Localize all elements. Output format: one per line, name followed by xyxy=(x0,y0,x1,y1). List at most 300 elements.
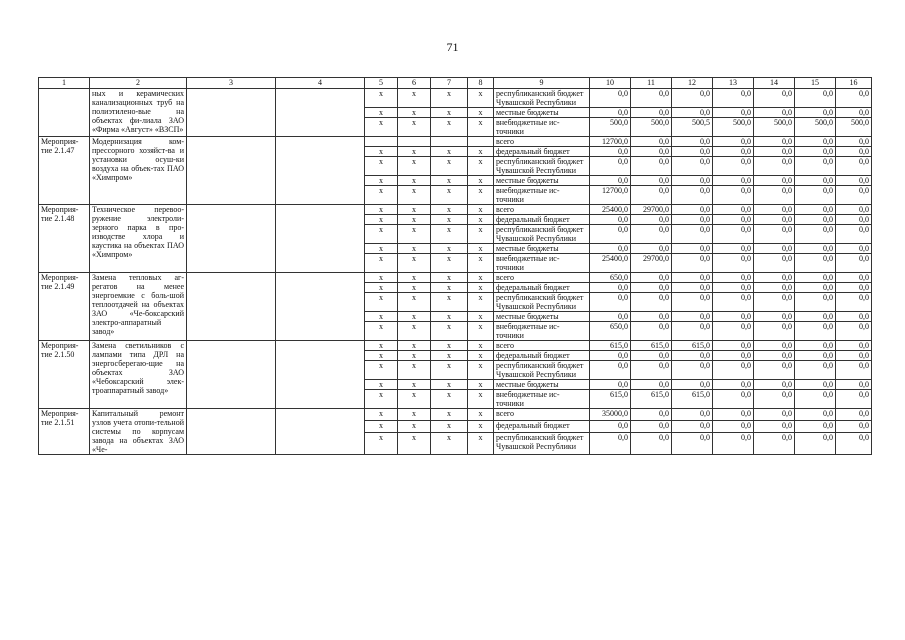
page-number: 71 xyxy=(446,40,459,54)
code-x-cell: х xyxy=(431,215,468,225)
column-header: 4 xyxy=(276,78,365,89)
code-x-cell: х xyxy=(365,205,398,215)
amount-cell: 0,0 xyxy=(713,186,754,205)
code-x-cell: х xyxy=(468,341,494,351)
code-x-cell: х xyxy=(468,420,494,432)
code-x-cell: х xyxy=(468,390,494,409)
code-x-cell: х xyxy=(398,409,431,421)
code-x-cell: х xyxy=(431,361,468,380)
amount-cell: 0,0 xyxy=(795,108,836,118)
code-x-cell: х xyxy=(398,341,431,351)
funding-source-cell: всего xyxy=(494,409,590,421)
amount-cell: 0,0 xyxy=(754,361,795,380)
amount-cell: 0,0 xyxy=(836,361,872,380)
amount-cell: 0,0 xyxy=(754,273,795,283)
amount-cell: 0,0 xyxy=(590,351,631,361)
code-x-cell: х xyxy=(468,254,494,273)
amount-cell: 0,0 xyxy=(672,205,713,215)
amount-cell: 0,0 xyxy=(672,293,713,312)
code-x-cell: х xyxy=(365,380,398,390)
code-x-cell: х xyxy=(365,432,398,454)
amount-cell: 0,0 xyxy=(672,225,713,244)
amount-cell: 0,0 xyxy=(754,137,795,147)
amount-cell: 0,0 xyxy=(631,409,672,421)
funding-source-cell: республиканский бюджет Чувашской Республики xyxy=(494,89,590,108)
table-row xyxy=(39,341,872,351)
amount-cell: 0,0 xyxy=(590,147,631,157)
funding-source-cell: внебюджетные ис-точники xyxy=(494,118,590,137)
funding-source-cell: федеральный бюджет xyxy=(494,215,590,225)
code-x-cell: х xyxy=(398,322,431,341)
table-row xyxy=(39,137,872,147)
code-x-cell: х xyxy=(398,147,431,157)
measure-id-cell xyxy=(39,89,90,137)
funding-source-cell: внебюджетные ис-точники xyxy=(494,186,590,205)
amount-cell: 0,0 xyxy=(631,420,672,432)
column-header: 13 xyxy=(713,78,754,89)
amount-cell: 0,0 xyxy=(754,380,795,390)
funding-source-cell: местные бюджеты xyxy=(494,380,590,390)
code-x-cell: х xyxy=(398,186,431,205)
amount-cell: 0,0 xyxy=(754,205,795,215)
amount-cell: 0,0 xyxy=(836,273,872,283)
amount-cell: 0,0 xyxy=(795,361,836,380)
amount-cell: 0,0 xyxy=(795,244,836,254)
amount-cell: 615,0 xyxy=(672,341,713,351)
amount-cell: 0,0 xyxy=(672,89,713,108)
column-3-cell xyxy=(187,273,276,341)
code-x-cell xyxy=(365,137,398,147)
amount-cell: 0,0 xyxy=(795,186,836,205)
amount-cell: 0,0 xyxy=(672,351,713,361)
amount-cell: 0,0 xyxy=(754,341,795,351)
code-x-cell: х xyxy=(398,108,431,118)
amount-cell: 0,0 xyxy=(836,409,872,421)
amount-cell: 0,0 xyxy=(713,361,754,380)
measure-id-cell: Мероприя-тие 2.1.49 xyxy=(39,273,90,341)
amount-cell: 0,0 xyxy=(713,409,754,421)
code-x-cell: х xyxy=(468,322,494,341)
column-header: 2 xyxy=(90,78,187,89)
amount-cell: 0,0 xyxy=(713,137,754,147)
table-row xyxy=(39,273,872,283)
amount-cell: 0,0 xyxy=(672,273,713,283)
funding-source-cell: внебюджетные ис-точники xyxy=(494,322,590,341)
code-x-cell: х xyxy=(365,322,398,341)
code-x-cell: х xyxy=(398,390,431,409)
code-x-cell: х xyxy=(431,283,468,293)
amount-cell: 29700,0 xyxy=(631,205,672,215)
amount-cell: 0,0 xyxy=(795,147,836,157)
amount-cell: 0,0 xyxy=(672,283,713,293)
amount-cell: 0,0 xyxy=(754,409,795,421)
amount-cell: 0,0 xyxy=(631,283,672,293)
measure-description-cell: Замена светильников с лампами типа ДРЛ на энергосберегаю-щие на объектах ЗАО «Чебоксарский элек-троаппаратный завод» xyxy=(90,341,187,409)
amount-cell: 0,0 xyxy=(795,312,836,322)
amount-cell: 0,0 xyxy=(590,312,631,322)
amount-cell: 500,0 xyxy=(631,118,672,137)
amount-cell: 500,0 xyxy=(754,118,795,137)
amount-cell: 0,0 xyxy=(754,157,795,176)
amount-cell: 0,0 xyxy=(590,420,631,432)
code-x-cell: х xyxy=(365,186,398,205)
column-header: 14 xyxy=(754,78,795,89)
code-x-cell: х xyxy=(398,283,431,293)
amount-cell: 0,0 xyxy=(836,89,872,108)
code-x-cell: х xyxy=(398,157,431,176)
amount-cell: 12700,0 xyxy=(590,186,631,205)
amount-cell: 0,0 xyxy=(631,273,672,283)
amount-cell: 0,0 xyxy=(795,157,836,176)
code-x-cell: х xyxy=(431,205,468,215)
code-x-cell: х xyxy=(398,215,431,225)
code-x-cell: х xyxy=(431,273,468,283)
amount-cell: 0,0 xyxy=(754,215,795,225)
amount-cell: 0,0 xyxy=(836,225,872,244)
amount-cell: 0,0 xyxy=(754,432,795,454)
amount-cell: 0,0 xyxy=(590,215,631,225)
amount-cell: 0,0 xyxy=(713,420,754,432)
funding-source-cell: местные бюджеты xyxy=(494,176,590,186)
code-x-cell: х xyxy=(398,225,431,244)
code-x-cell: х xyxy=(365,254,398,273)
code-x-cell: х xyxy=(398,118,431,137)
amount-cell: 0,0 xyxy=(672,380,713,390)
amount-cell: 615,0 xyxy=(590,390,631,409)
code-x-cell: х xyxy=(431,157,468,176)
amount-cell: 615,0 xyxy=(590,341,631,351)
code-x-cell: х xyxy=(468,157,494,176)
code-x-cell: х xyxy=(431,118,468,137)
amount-cell: 500,0 xyxy=(836,118,872,137)
funding-source-cell: всего xyxy=(494,205,590,215)
amount-cell: 0,0 xyxy=(631,147,672,157)
amount-cell: 0,0 xyxy=(754,147,795,157)
amount-cell: 615,0 xyxy=(631,390,672,409)
column-header: 12 xyxy=(672,78,713,89)
code-x-cell: х xyxy=(431,89,468,108)
code-x-cell: х xyxy=(431,225,468,244)
amount-cell: 0,0 xyxy=(754,108,795,118)
budget-table xyxy=(38,77,872,455)
code-x-cell: х xyxy=(365,361,398,380)
amount-cell: 0,0 xyxy=(713,244,754,254)
code-x-cell: х xyxy=(365,108,398,118)
amount-cell: 0,0 xyxy=(754,351,795,361)
amount-cell: 0,0 xyxy=(754,254,795,273)
code-x-cell: х xyxy=(431,380,468,390)
amount-cell: 0,0 xyxy=(713,390,754,409)
column-3-cell xyxy=(187,205,276,273)
column-header: 11 xyxy=(631,78,672,89)
amount-cell: 0,0 xyxy=(836,341,872,351)
amount-cell: 0,0 xyxy=(713,254,754,273)
column-4-cell xyxy=(276,409,365,455)
funding-source-cell: всего xyxy=(494,341,590,351)
amount-cell: 500,5 xyxy=(672,118,713,137)
code-x-cell: х xyxy=(468,205,494,215)
amount-cell: 0,0 xyxy=(631,108,672,118)
code-x-cell xyxy=(398,137,431,147)
amount-cell: 0,0 xyxy=(672,244,713,254)
code-x-cell: х xyxy=(365,312,398,322)
amount-cell: 0,0 xyxy=(713,432,754,454)
amount-cell: 0,0 xyxy=(631,215,672,225)
code-x-cell: х xyxy=(365,420,398,432)
amount-cell: 0,0 xyxy=(713,273,754,283)
column-4-cell xyxy=(276,273,365,341)
amount-cell: 0,0 xyxy=(836,186,872,205)
amount-cell: 0,0 xyxy=(713,312,754,322)
amount-cell: 0,0 xyxy=(836,215,872,225)
code-x-cell: х xyxy=(398,420,431,432)
amount-cell: 0,0 xyxy=(713,147,754,157)
code-x-cell: х xyxy=(468,147,494,157)
code-x-cell: х xyxy=(468,380,494,390)
amount-cell: 500,0 xyxy=(795,118,836,137)
amount-cell: 0,0 xyxy=(795,351,836,361)
column-4-cell xyxy=(276,341,365,409)
amount-cell: 0,0 xyxy=(672,420,713,432)
amount-cell: 0,0 xyxy=(713,108,754,118)
column-header: 6 xyxy=(398,78,431,89)
amount-cell: 0,0 xyxy=(836,176,872,186)
column-4-cell xyxy=(276,205,365,273)
amount-cell: 0,0 xyxy=(713,205,754,215)
code-x-cell: х xyxy=(398,244,431,254)
amount-cell: 0,0 xyxy=(836,293,872,312)
table-body xyxy=(39,89,872,455)
amount-cell: 0,0 xyxy=(836,254,872,273)
amount-cell: 0,0 xyxy=(836,157,872,176)
code-x-cell: х xyxy=(468,89,494,108)
code-x-cell: х xyxy=(365,351,398,361)
measure-id-cell: Мероприя-тие 2.1.48 xyxy=(39,205,90,273)
amount-cell: 0,0 xyxy=(836,351,872,361)
table-row xyxy=(39,205,872,215)
column-3-cell xyxy=(187,409,276,455)
amount-cell: 0,0 xyxy=(836,205,872,215)
amount-cell: 615,0 xyxy=(631,341,672,351)
code-x-cell: х xyxy=(431,341,468,351)
funding-source-cell: республиканский бюджет Чувашской Республики xyxy=(494,225,590,244)
amount-cell: 0,0 xyxy=(631,432,672,454)
amount-cell: 0,0 xyxy=(795,205,836,215)
code-x-cell: х xyxy=(398,254,431,273)
amount-cell: 0,0 xyxy=(795,409,836,421)
code-x-cell: х xyxy=(431,147,468,157)
amount-cell: 0,0 xyxy=(672,137,713,147)
code-x-cell: х xyxy=(431,176,468,186)
code-x-cell: х xyxy=(431,312,468,322)
funding-source-cell: федеральный бюджет xyxy=(494,147,590,157)
code-x-cell: х xyxy=(398,380,431,390)
code-x-cell: х xyxy=(431,108,468,118)
column-header: 15 xyxy=(795,78,836,89)
amount-cell: 0,0 xyxy=(795,254,836,273)
code-x-cell xyxy=(468,137,494,147)
code-x-cell: х xyxy=(468,273,494,283)
amount-cell: 0,0 xyxy=(672,432,713,454)
code-x-cell: х xyxy=(468,432,494,454)
code-x-cell: х xyxy=(365,293,398,312)
amount-cell: 0,0 xyxy=(631,293,672,312)
measure-description-cell: Замена тепловых аг-регатов на менее энергоемкие с боль-шой теплоотдачей на объектах ЗАО «Че-боксарский электро-аппаратный завод» xyxy=(90,273,187,341)
code-x-cell: х xyxy=(468,293,494,312)
code-x-cell: х xyxy=(431,420,468,432)
amount-cell: 0,0 xyxy=(672,147,713,157)
amount-cell: 0,0 xyxy=(631,380,672,390)
amount-cell: 0,0 xyxy=(631,186,672,205)
amount-cell: 0,0 xyxy=(754,89,795,108)
amount-cell: 0,0 xyxy=(631,351,672,361)
code-x-cell: х xyxy=(398,312,431,322)
amount-cell: 0,0 xyxy=(590,293,631,312)
measure-description-cell: ных и керамических канализационных труб на полиэтилено-вые на объектах фи-лиала ЗАО «Фирма «Август» «ВЗСП» xyxy=(90,89,187,137)
amount-cell: 0,0 xyxy=(713,283,754,293)
amount-cell: 0,0 xyxy=(672,108,713,118)
column-3-cell xyxy=(187,341,276,409)
amount-cell: 0,0 xyxy=(754,312,795,322)
amount-cell: 0,0 xyxy=(754,186,795,205)
amount-cell: 0,0 xyxy=(631,312,672,322)
column-header: 16 xyxy=(836,78,872,89)
amount-cell: 0,0 xyxy=(795,215,836,225)
header-row xyxy=(39,78,872,89)
measure-description-cell: Капитальный ремонт узлов учета отопи-тельной системы по корпусам завода на объектах ЗАО «Че- xyxy=(90,409,187,455)
code-x-cell: х xyxy=(468,312,494,322)
amount-cell: 0,0 xyxy=(672,312,713,322)
amount-cell: 0,0 xyxy=(631,322,672,341)
code-x-cell: х xyxy=(365,147,398,157)
code-x-cell: х xyxy=(468,118,494,137)
code-x-cell: х xyxy=(468,225,494,244)
column-header: 8 xyxy=(468,78,494,89)
amount-cell: 0,0 xyxy=(836,420,872,432)
amount-cell: 0,0 xyxy=(590,225,631,244)
code-x-cell: х xyxy=(431,322,468,341)
amount-cell: 25400,0 xyxy=(590,254,631,273)
table-row xyxy=(39,89,872,108)
amount-cell: 0,0 xyxy=(713,293,754,312)
amount-cell: 650,0 xyxy=(590,322,631,341)
amount-cell: 0,0 xyxy=(713,89,754,108)
code-x-cell: х xyxy=(431,254,468,273)
amount-cell: 0,0 xyxy=(713,157,754,176)
code-x-cell: х xyxy=(365,157,398,176)
code-x-cell: х xyxy=(398,293,431,312)
code-x-cell: х xyxy=(398,273,431,283)
funding-source-cell: федеральный бюджет xyxy=(494,283,590,293)
code-x-cell: х xyxy=(468,361,494,380)
code-x-cell xyxy=(431,137,468,147)
amount-cell: 0,0 xyxy=(795,322,836,341)
measure-description-cell: Техническое перевоо-ружение электроли-зерного парка в про-изводстве хлора и каустика на объектах ПАО «Химпром» xyxy=(90,205,187,273)
funding-source-cell: республиканский бюджет Чувашской Республики xyxy=(494,361,590,380)
amount-cell: 0,0 xyxy=(713,351,754,361)
amount-cell: 0,0 xyxy=(672,215,713,225)
column-3-cell xyxy=(187,89,276,137)
code-x-cell: х xyxy=(431,409,468,421)
funding-source-cell: всего xyxy=(494,137,590,147)
funding-source-cell: местные бюджеты xyxy=(494,244,590,254)
amount-cell: 0,0 xyxy=(631,89,672,108)
amount-cell: 500,0 xyxy=(590,118,631,137)
amount-cell: 0,0 xyxy=(672,322,713,341)
amount-cell: 0,0 xyxy=(836,432,872,454)
code-x-cell: х xyxy=(365,341,398,351)
amount-cell: 0,0 xyxy=(836,283,872,293)
column-header: 7 xyxy=(431,78,468,89)
amount-cell: 0,0 xyxy=(713,176,754,186)
code-x-cell: х xyxy=(398,205,431,215)
code-x-cell: х xyxy=(431,293,468,312)
funding-source-cell: внебюджетные ис-точники xyxy=(494,254,590,273)
code-x-cell: х xyxy=(468,186,494,205)
code-x-cell: х xyxy=(365,273,398,283)
amount-cell: 0,0 xyxy=(713,322,754,341)
amount-cell: 0,0 xyxy=(672,254,713,273)
amount-cell: 0,0 xyxy=(795,137,836,147)
amount-cell: 0,0 xyxy=(754,322,795,341)
amount-cell: 0,0 xyxy=(631,244,672,254)
amount-cell: 650,0 xyxy=(590,273,631,283)
amount-cell: 0,0 xyxy=(795,89,836,108)
amount-cell: 0,0 xyxy=(836,244,872,254)
funding-source-cell: местные бюджеты xyxy=(494,312,590,322)
amount-cell: 0,0 xyxy=(590,244,631,254)
amount-cell: 0,0 xyxy=(836,380,872,390)
amount-cell: 0,0 xyxy=(754,244,795,254)
amount-cell: 0,0 xyxy=(795,283,836,293)
amount-cell: 0,0 xyxy=(590,283,631,293)
funding-source-cell: местные бюджеты xyxy=(494,108,590,118)
column-header: 1 xyxy=(39,78,90,89)
funding-source-cell: всего xyxy=(494,273,590,283)
amount-cell: 0,0 xyxy=(590,380,631,390)
amount-cell: 0,0 xyxy=(631,225,672,244)
amount-cell: 0,0 xyxy=(836,137,872,147)
amount-cell: 0,0 xyxy=(672,186,713,205)
amount-cell: 0,0 xyxy=(713,341,754,351)
code-x-cell: х xyxy=(431,351,468,361)
code-x-cell: х xyxy=(365,89,398,108)
amount-cell: 0,0 xyxy=(754,293,795,312)
amount-cell: 0,0 xyxy=(754,283,795,293)
funding-source-cell: федеральный бюджет xyxy=(494,420,590,432)
code-x-cell: х xyxy=(365,118,398,137)
amount-cell: 0,0 xyxy=(795,273,836,283)
amount-cell: 0,0 xyxy=(836,322,872,341)
amount-cell: 0,0 xyxy=(795,390,836,409)
amount-cell: 0,0 xyxy=(795,420,836,432)
amount-cell: 0,0 xyxy=(672,409,713,421)
code-x-cell: х xyxy=(468,176,494,186)
amount-cell: 0,0 xyxy=(836,312,872,322)
column-3-cell xyxy=(187,137,276,205)
code-x-cell: х xyxy=(365,283,398,293)
funding-source-cell: республиканский бюджет Чувашской Республики xyxy=(494,293,590,312)
amount-cell: 0,0 xyxy=(713,380,754,390)
amount-cell: 0,0 xyxy=(795,176,836,186)
column-header: 10 xyxy=(590,78,631,89)
code-x-cell: х xyxy=(431,244,468,254)
amount-cell: 0,0 xyxy=(631,157,672,176)
code-x-cell: х xyxy=(468,351,494,361)
code-x-cell: х xyxy=(365,215,398,225)
column-4-cell xyxy=(276,89,365,137)
amount-cell: 0,0 xyxy=(754,225,795,244)
